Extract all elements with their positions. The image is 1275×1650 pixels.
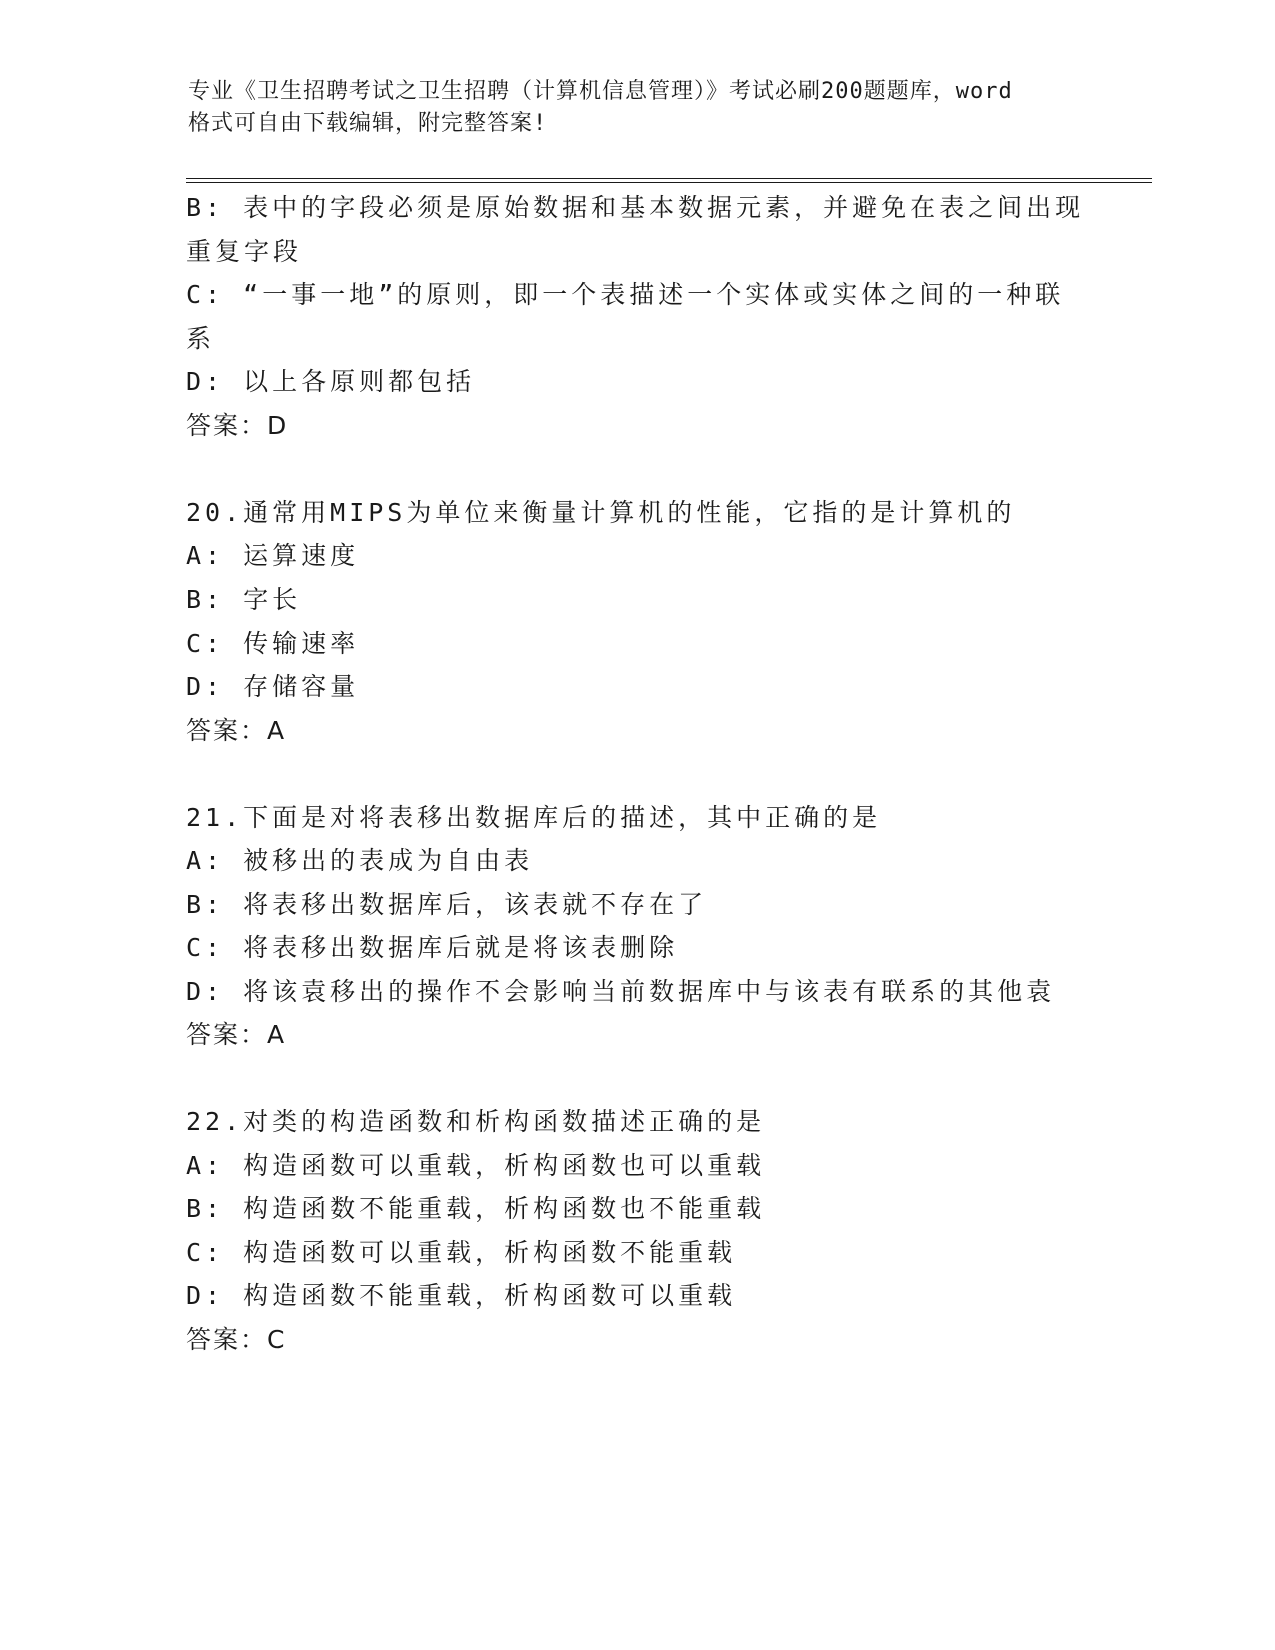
q22-option-d: D: 构造函数不能重载，析构函数可以重载 (186, 1281, 737, 1310)
q22-option-b: B: 构造函数不能重载，析构函数也不能重载 (186, 1194, 766, 1223)
q20-option-c: C: 传输速率 (186, 629, 360, 658)
q19-option-c-line-1: C: “一事一地”的原则，即一个表描述一个实体或实体之间的一种联 (186, 280, 1065, 309)
header-divider-top (186, 178, 1152, 179)
q21-question: 21.下面是对将表移出数据库后的描述，其中正确的是 (186, 803, 882, 832)
q20-question: 20.通常用MIPS为单位来衡量计算机的性能，它指的是计算机的 (186, 498, 1016, 527)
q22-answer: 答案：C (186, 1325, 287, 1354)
q20-option-d: D: 存储容量 (186, 672, 360, 701)
q20-option-b: B: 字长 (186, 585, 302, 614)
q19-option-d: D: 以上各原则都包括 (186, 367, 476, 396)
q21-option-b: B: 将表移出数据库后，该表就不存在了 (186, 890, 708, 919)
q21-answer: 答案：A (186, 1020, 287, 1049)
q21-option-c: C: 将表移出数据库后就是将该表删除 (186, 933, 679, 962)
q19-option-b-line-1: B: 表中的字段必须是原始数据和基本数据元素，并避免在表之间出现 (186, 193, 1085, 222)
q19-option-b-line-2: 重复字段 (186, 237, 303, 266)
header-line-2: 格式可自由下载编辑，附完整答案! (188, 111, 548, 136)
q19-answer: 答案：D (186, 411, 289, 440)
q22-option-c: C: 构造函数可以重载，析构函数不能重载 (186, 1238, 737, 1267)
header-divider-bottom (186, 182, 1152, 183)
q21-option-d: D: 将该袁移出的操作不会影响当前数据库中与该表有联系的其他袁 (186, 977, 1056, 1006)
document-header (188, 76, 1088, 140)
header-line-1: 专业《卫生招聘考试之卫生招聘（计算机信息管理）》考试必刷200题题库，word (188, 79, 1013, 104)
q20-answer: 答案：A (186, 716, 287, 745)
q21-option-a: A: 被移出的表成为自由表 (186, 846, 534, 875)
q20-option-a: A: 运算速度 (186, 541, 360, 570)
q22-option-a: A: 构造函数可以重载，析构函数也可以重载 (186, 1151, 766, 1180)
q19-option-c-line-2: 系 (186, 324, 216, 353)
q22-question: 22.对类的构造函数和析构函数描述正确的是 (186, 1107, 766, 1136)
